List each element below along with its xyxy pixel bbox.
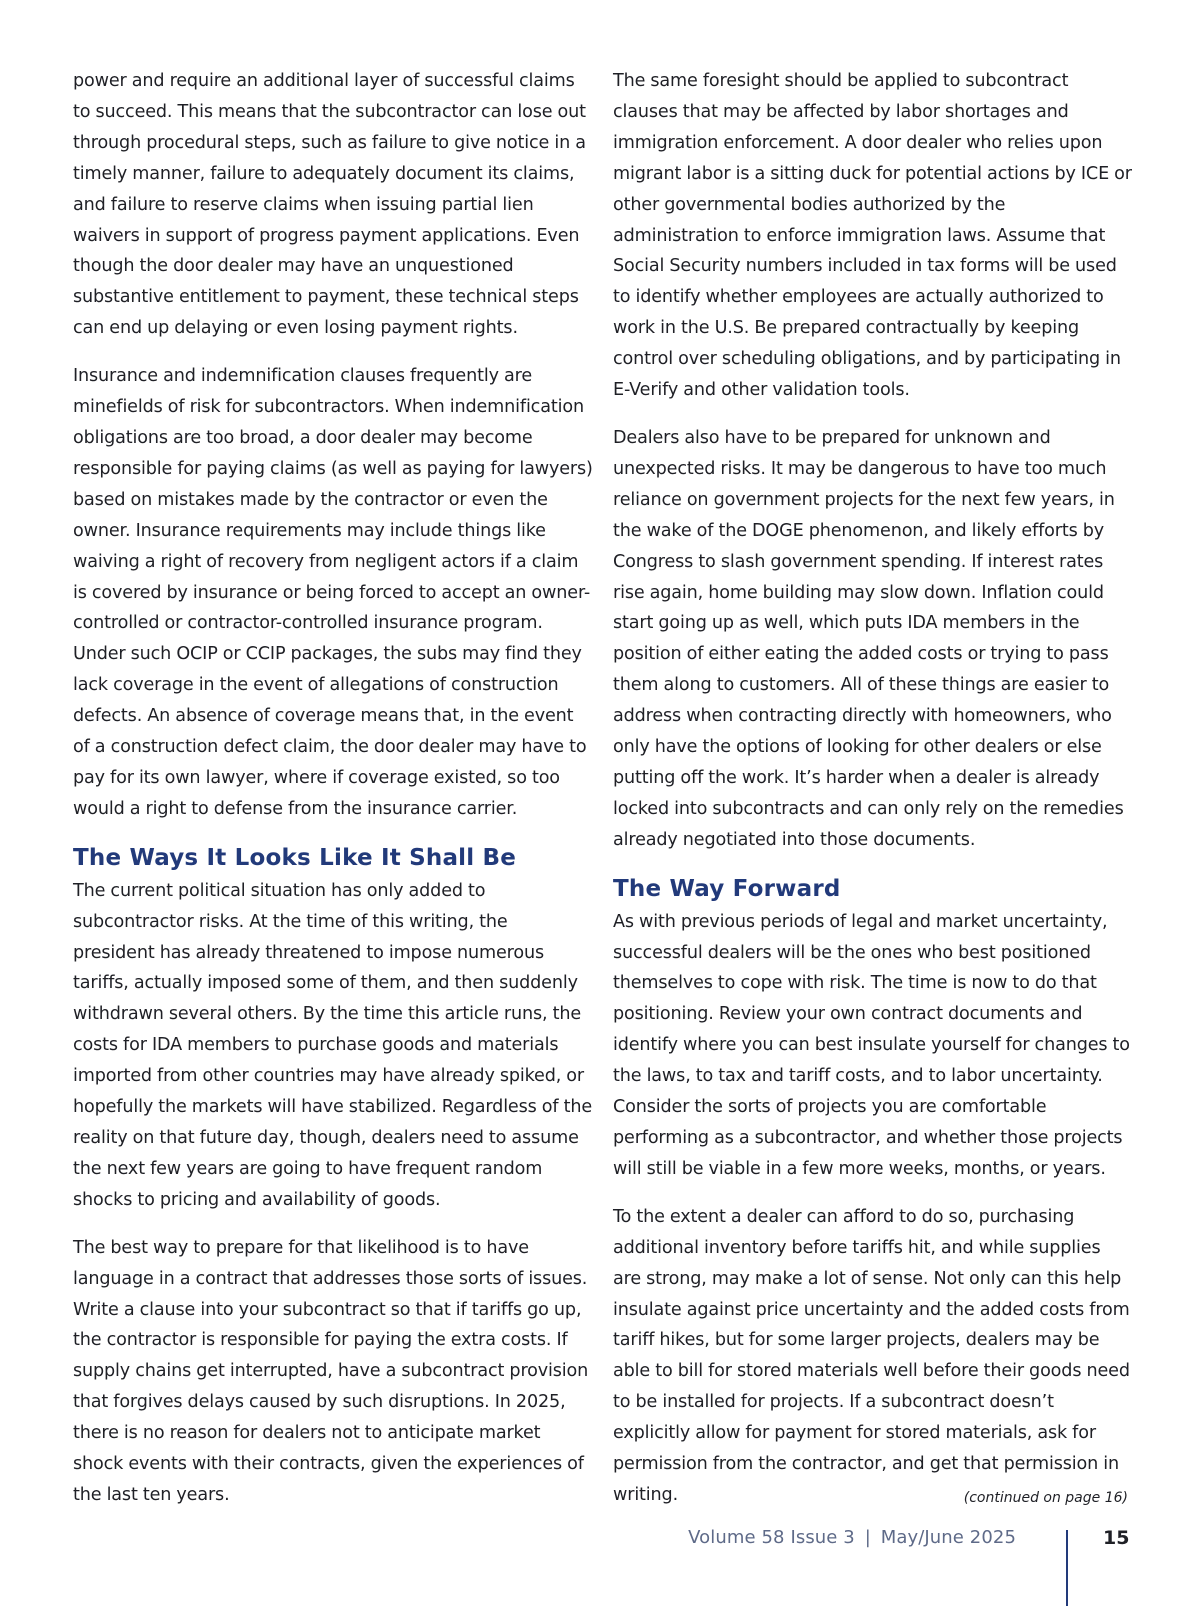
footer-divider (1066, 1530, 1068, 1606)
continued-note: (continued on page 16) (963, 1490, 1128, 1506)
footer-volume: Volume 58 (688, 1527, 785, 1548)
body-paragraph: The best way to prepare for that likelihood is to have language in a contract that addresses those sorts of issues. Write a clause into your subcontract so that if tariffs go up, the contractor is responsible for paying the extra costs. If supply chains get interrupted, have a subcontract provision that forgives delays caused by such disruptions. In 2025, there is no reason for dealers not to anticipate market shock events with their contracts, given the experiences of the last ten years. (73, 1237, 589, 1505)
footer-issue-info (688, 1527, 1016, 1548)
section-heading: The Way Forward (613, 875, 841, 902)
footer-issue: Issue 3 (790, 1527, 855, 1548)
right-column (613, 66, 1132, 1528)
body-paragraph: The same foresight should be applied to subcontract clauses that may be affected by labor shortages and immigration enforcement. A door dealer who relies upon migrant labor is a sitting duck for potential actions by ICE or other governmental bodies authorized by the administration to enforce immigration laws. Assume that Social Security numbers included in tax forms will be used to identify whether employees are actually authorized to work in the U.S. Be prepared contractually by keeping control over scheduling obligations, and by participating in E-Verify and other validation tools. (613, 71, 1132, 401)
left-column (73, 66, 593, 1528)
body-paragraph: Dealers also have to be prepared for unknown and unexpected risks. It may be dangerous to have too much reliance on government projects for the next few years, in the wake of the DOGE phenomenon, and likely efforts by Congress to slash government spending. If interest rates rise again, home building may slow down. Inflation could start going up as well, which puts IDA members in the position of either eating the added costs or trying to pass them along to customers. All of these things are easier to address when contracting directly with homeowners, who only have the options of looking for other dealers or else putting off the work. It’s harder when a dealer is already locked into subcontracts and can only rely on the remedies already negotiated into those documents. (613, 427, 1124, 850)
section-heading: The Ways It Looks Like It Shall Be (73, 844, 517, 871)
footer-separator: | (864, 1527, 871, 1548)
body-paragraph: To the extent a dealer can afford to do so, purchasing additional inventory before tariffs hit, and while supplies are strong, may make a lot of sense. Not only can this help insulate against price uncertainty and the added costs from tariff hikes, but for some larger projects, dealers may be able to bill for stored materials well before their goods need to be installed for projects. If a subcontract doesn’t explicitly allow for payment for stored materials, ask for permission from the contractor, and get that permission in writing. (613, 1206, 1130, 1505)
footer-date: May/June 2025 (880, 1527, 1016, 1548)
body-paragraph: power and require an additional layer of successful claims to succeed. This means that the subcontractor can lose out through procedural steps, such as failure to give notice in a timely manner, failure to adequately document its claims, and failure to reserve claims when issuing partial lien waivers in support of progress payment applications. Even though the door dealer may have an unquestioned substantive entitlement to payment, these technical steps can end up delaying or even losing payment rights. (73, 71, 586, 339)
body-paragraph: The current political situation has only added to subcontractor risks. At the time of this writing, the president has already threatened to impose numerous tariffs, actually imposed some of them, and then suddenly withdrawn several others. By the time this article runs, the costs for IDA members to purchase goods and materials imported from other countries may have already spiked, or hopefully the markets will have stabilized. Regardless of the reality on that future day, though, dealers need to assume the next few years are going to have frequent random shocks to pricing and availability of goods. (73, 880, 593, 1210)
page-number: 15 (1103, 1527, 1130, 1549)
body-paragraph: As with previous periods of legal and market uncertainty, successful dealers will be the ones who best positioned themselves to cope with risk. The time is now to do that positioning. Review your own contract documents and identify where you can best insulate yourself for changes to the laws, to tax and tariff costs, and to labor uncertainty. Consider the sorts of projects you are comfortable performing as a subcontractor, and whether those projects will still be viable in a few more weeks, months, or years. (613, 911, 1130, 1179)
body-paragraph: Insurance and indemnification clauses frequently are minefields of risk for subcontractors. When indemnification obligations are too broad, a door dealer may become responsible for paying claims (as well as paying for lawyers) based on mistakes made by the contractor or even the owner. Insurance requirements may include things like waiving a right of recovery from negligent actors if a claim is covered by insurance or being forced to accept an owner-controlled or contractor-controlled insurance program. Under such OCIP or CCIP packages, the subs may find they lack coverage in the event of allegations of construction defects. An absence of coverage means that, in the event of a construction defect claim, the door dealer may have to pay for its own lawyer, where if coverage existed, so too would a right to defense from the insurance carrier. (73, 366, 593, 819)
